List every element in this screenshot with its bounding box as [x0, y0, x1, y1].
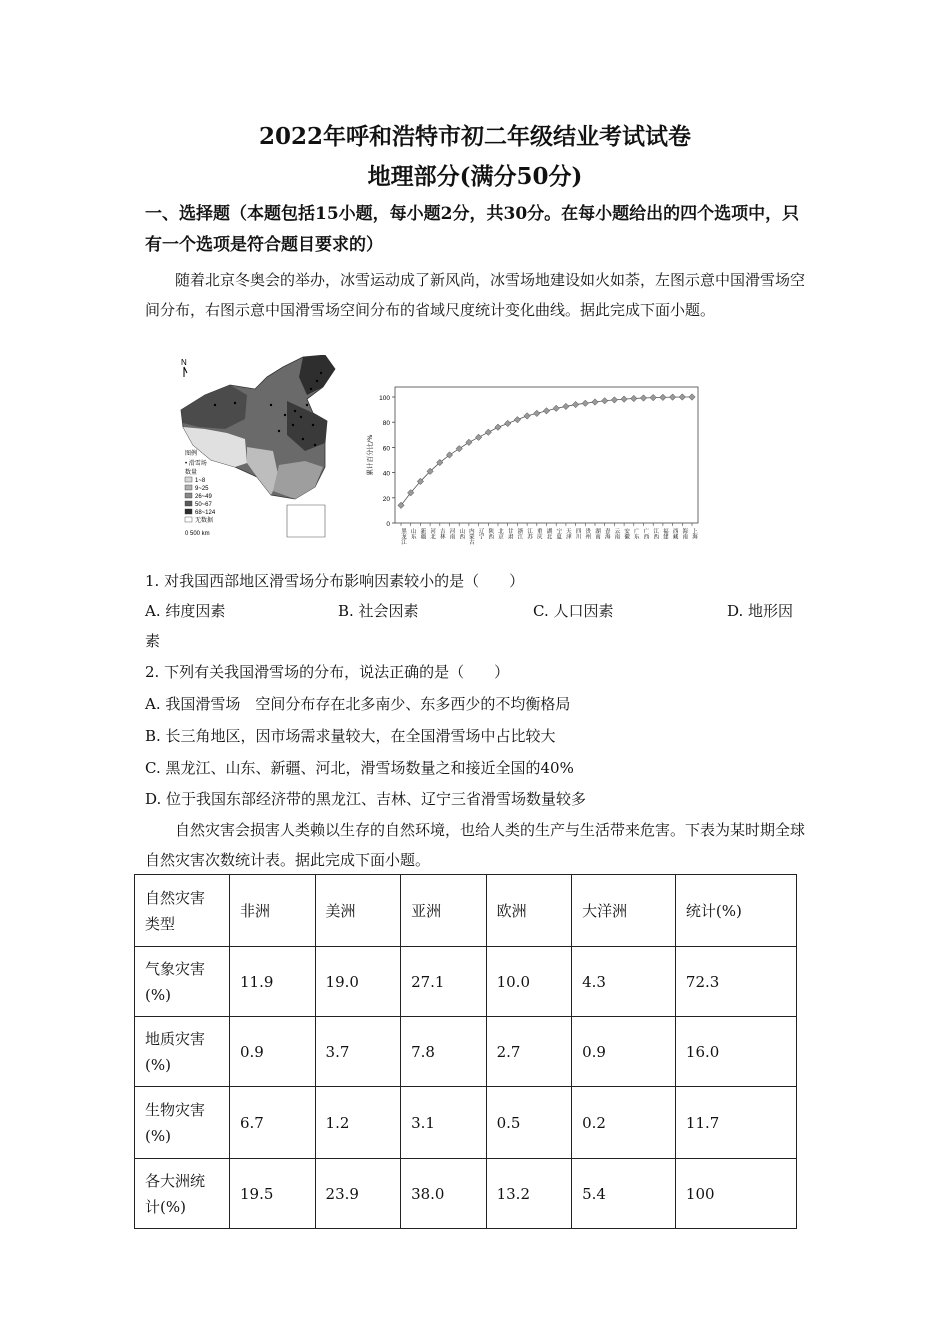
table-cell: 19.5: [230, 1159, 316, 1229]
table-cell: 100: [675, 1159, 796, 1229]
q1-option-c[interactable]: C. 人口因素: [533, 602, 614, 620]
north-arrow-label: N: [181, 358, 187, 367]
table-cell: 38.0: [401, 1159, 487, 1229]
map-legend: [185, 449, 216, 537]
data-point: [475, 434, 481, 440]
q1-option-d-wrap: 素: [145, 632, 161, 650]
q1-option-a[interactable]: A. 纬度因素: [145, 602, 226, 620]
x-tick-label: 新疆: [419, 528, 426, 539]
data-point: [602, 398, 608, 404]
table-row: [135, 1159, 797, 1229]
data-point: [689, 394, 695, 400]
legend-label: 无数据: [195, 518, 214, 524]
y-tick-label: 60: [382, 445, 390, 453]
x-tick-label: 青海: [603, 528, 610, 539]
legend-swatch: [185, 493, 192, 498]
data-point: [669, 394, 675, 400]
x-tick-label: 天津: [564, 528, 571, 539]
section-heading: 一、选择题（本题包括15小题，每小题2分，共30分。在每小题给出的四个选项中，只有一个选项是符合题目要求的）: [145, 204, 800, 255]
data-point: [485, 429, 491, 435]
y-tick-label: 100: [379, 395, 390, 402]
data-point: [650, 394, 656, 400]
table-cell: 4.3: [572, 947, 676, 1017]
x-tick-label: 辽宁: [477, 528, 484, 539]
x-tick-label: 甘肃: [506, 528, 513, 539]
data-point: [611, 397, 617, 403]
x-tick-label: 宁夏: [555, 528, 562, 539]
x-tick-label: 内蒙古: [467, 528, 474, 545]
data-point: [660, 394, 666, 400]
table-cell: 1.2: [315, 1087, 401, 1159]
q1-stem: 1. 对我国西部地区滑雪场分布影响因素较小的是（ ）: [145, 572, 525, 590]
table-cell: 地质灾害(%): [135, 1017, 230, 1087]
legend-label: 50~67: [195, 502, 212, 508]
y-tick-label: 20: [382, 495, 390, 503]
table-header-cell: 美洲: [315, 875, 401, 947]
table-cell: 6.7: [230, 1087, 316, 1159]
x-tick-label: 浙江: [516, 528, 523, 539]
table-row: [135, 947, 797, 1017]
data-point: [640, 395, 646, 401]
table-cell: 10.0: [486, 947, 572, 1017]
legend-swatch: [185, 477, 192, 482]
legend-count-label: 数量: [185, 470, 198, 476]
x-tick-label: 安徽: [623, 528, 630, 539]
data-point: [534, 410, 540, 416]
x-tick-label: 海南: [681, 528, 688, 539]
q2-option-b[interactable]: B. 长三角地区，因市场需求量较大，在全国滑雪场中占比较大: [145, 727, 556, 745]
x-tick-label: 江苏: [526, 528, 533, 539]
exam-title: 2022年呼和浩特市初二年级结业考试试卷: [258, 123, 691, 150]
x-tick-label: 河南: [448, 528, 455, 539]
x-tick-label: 广西: [642, 528, 649, 539]
table-header-cell: 欧洲: [486, 875, 572, 947]
data-point: [621, 396, 627, 402]
exam-subtitle: 地理部分(满分50分): [367, 163, 583, 190]
x-tick-label: 黑龙江: [400, 528, 406, 545]
table-row: [135, 1017, 797, 1087]
x-tick-label: 福建: [661, 528, 668, 539]
x-tick-label: 山西: [458, 528, 465, 539]
q2-option-a[interactable]: A. 我国滑雪场 空间分布存在北多南少、东多西少的不均衡格局: [145, 695, 571, 713]
table-cell: 2.7: [486, 1017, 572, 1087]
table-cell: 27.1: [401, 947, 487, 1017]
y-axis-label: 累计百分比/%: [366, 434, 374, 476]
table-cell: 0.9: [572, 1017, 676, 1087]
map-south-china-sea-inset: [287, 505, 325, 537]
north-arrow-icon: [184, 367, 187, 377]
x-tick-label: 吉林: [438, 528, 445, 539]
disaster-table: [134, 874, 797, 1229]
q2-option-d[interactable]: D. 位于我国东部经济带的黑龙江、吉林、辽宁三省滑雪场数量较多: [145, 790, 587, 808]
table-cell: 各大洲统计(%): [135, 1159, 230, 1229]
legend-swatch: [185, 509, 192, 514]
table-cell: 72.3: [675, 947, 796, 1017]
table-header-cell: 亚洲: [401, 875, 487, 947]
q1-option-b[interactable]: B. 社会因素: [338, 602, 419, 620]
x-tick-label: 上海: [691, 528, 697, 539]
table-cell: 0.9: [230, 1017, 316, 1087]
table-cell: 23.9: [315, 1159, 401, 1229]
x-tick-label: 湖北: [545, 528, 552, 539]
table-cell: 19.0: [315, 947, 401, 1017]
x-tick-label: 河北: [429, 528, 436, 539]
data-point: [524, 413, 530, 419]
x-tick-label: 湖南: [594, 528, 600, 539]
x-tick-label: 四川: [574, 528, 581, 539]
legend-ski-point: • 滑雪场: [185, 461, 207, 467]
y-tick-label: 0: [386, 521, 390, 528]
data-point: [543, 408, 549, 414]
data-point: [679, 394, 685, 400]
data-point: [398, 502, 404, 508]
data-point: [456, 445, 462, 451]
table-cell: 11.9: [230, 947, 316, 1017]
data-point: [631, 395, 637, 401]
data-point: [592, 399, 598, 405]
y-tick-label: 40: [382, 470, 390, 478]
map-south: [273, 461, 323, 499]
legend-title: 图例: [185, 451, 198, 457]
table-cell: 0.2: [572, 1087, 676, 1159]
y-tick-label: 80: [382, 420, 390, 428]
table-cell: 7.8: [401, 1017, 487, 1087]
table-header-cell: 统计(%): [675, 875, 796, 947]
table-header-row: [135, 875, 797, 947]
table-cell: 气象灾害(%): [135, 947, 230, 1017]
x-tick-label: 重庆: [535, 528, 542, 539]
map-scale: 0 500 km: [185, 531, 210, 537]
table-cell: 13.2: [486, 1159, 572, 1229]
table-header-cell: 自然灾害类型: [135, 875, 230, 947]
data-point: [582, 400, 588, 406]
table-cell: 3.1: [401, 1087, 487, 1159]
table-header-cell: 大洋洲: [572, 875, 676, 947]
table-row: [135, 1087, 797, 1159]
q2-option-c[interactable]: C. 黑龙江、山东、新疆、河北，滑雪场数量之和接近全国的40%: [145, 759, 574, 777]
x-tick-label: 贵州: [584, 528, 591, 539]
table-header-cell: 非洲: [230, 875, 316, 947]
table-cell: 11.7: [675, 1087, 796, 1159]
table-cell: 16.0: [675, 1017, 796, 1087]
ski-cumulative-chart: [362, 383, 704, 558]
data-point: [553, 405, 559, 411]
x-tick-label: 云南: [613, 528, 620, 539]
x-tick-label: 山东: [409, 528, 416, 539]
legend-swatch: [185, 501, 192, 506]
data-point: [514, 416, 520, 422]
data-point: [563, 403, 569, 409]
data-point: [505, 420, 511, 426]
legend-label: 9~25: [195, 486, 209, 492]
table-cell: 5.4: [572, 1159, 676, 1229]
x-tick-label: 广东: [632, 528, 639, 539]
x-tick-label: 北京: [497, 528, 503, 539]
table-cell: 生物灾害(%): [135, 1087, 230, 1159]
china-ski-map: [175, 355, 370, 540]
x-tick-label: 陕西: [487, 528, 494, 539]
legend-swatch: [185, 485, 192, 490]
data-point: [572, 401, 578, 407]
x-tick-label: 西藏: [671, 528, 678, 539]
table-cell: 0.5: [486, 1087, 572, 1159]
map-xinjiang: [181, 385, 247, 429]
legend-label: 26~49: [195, 494, 212, 500]
q1-option-d[interactable]: D. 地形因: [727, 602, 794, 620]
x-tick-label: 江西: [652, 528, 659, 539]
legend-label: 68~124: [195, 510, 216, 516]
passage-ski: 随着北京冬奥会的举办，冰雪运动成了新风尚，冰雪场地建设如火如荼，左图示意中国滑雪场空间分布，右图示意中国滑雪场空间分布的省域尺度统计变化曲线。据此完成下面小题。: [145, 271, 806, 319]
data-point: [466, 439, 472, 445]
legend-swatch: [185, 517, 192, 522]
legend-label: 1~8: [195, 478, 206, 484]
data-point: [495, 424, 501, 430]
q2-stem: 2. 下列有关我国滑雪场的分布，说法正确的是（ ）: [145, 663, 510, 681]
passage-disaster: 自然灾害会损害人类赖以生存的自然环境，也给人类的生产与生活带来危害。下表为某时期全球自然灾害次数统计表。据此完成下面小题。: [145, 821, 806, 869]
table-cell: 3.7: [315, 1017, 401, 1087]
